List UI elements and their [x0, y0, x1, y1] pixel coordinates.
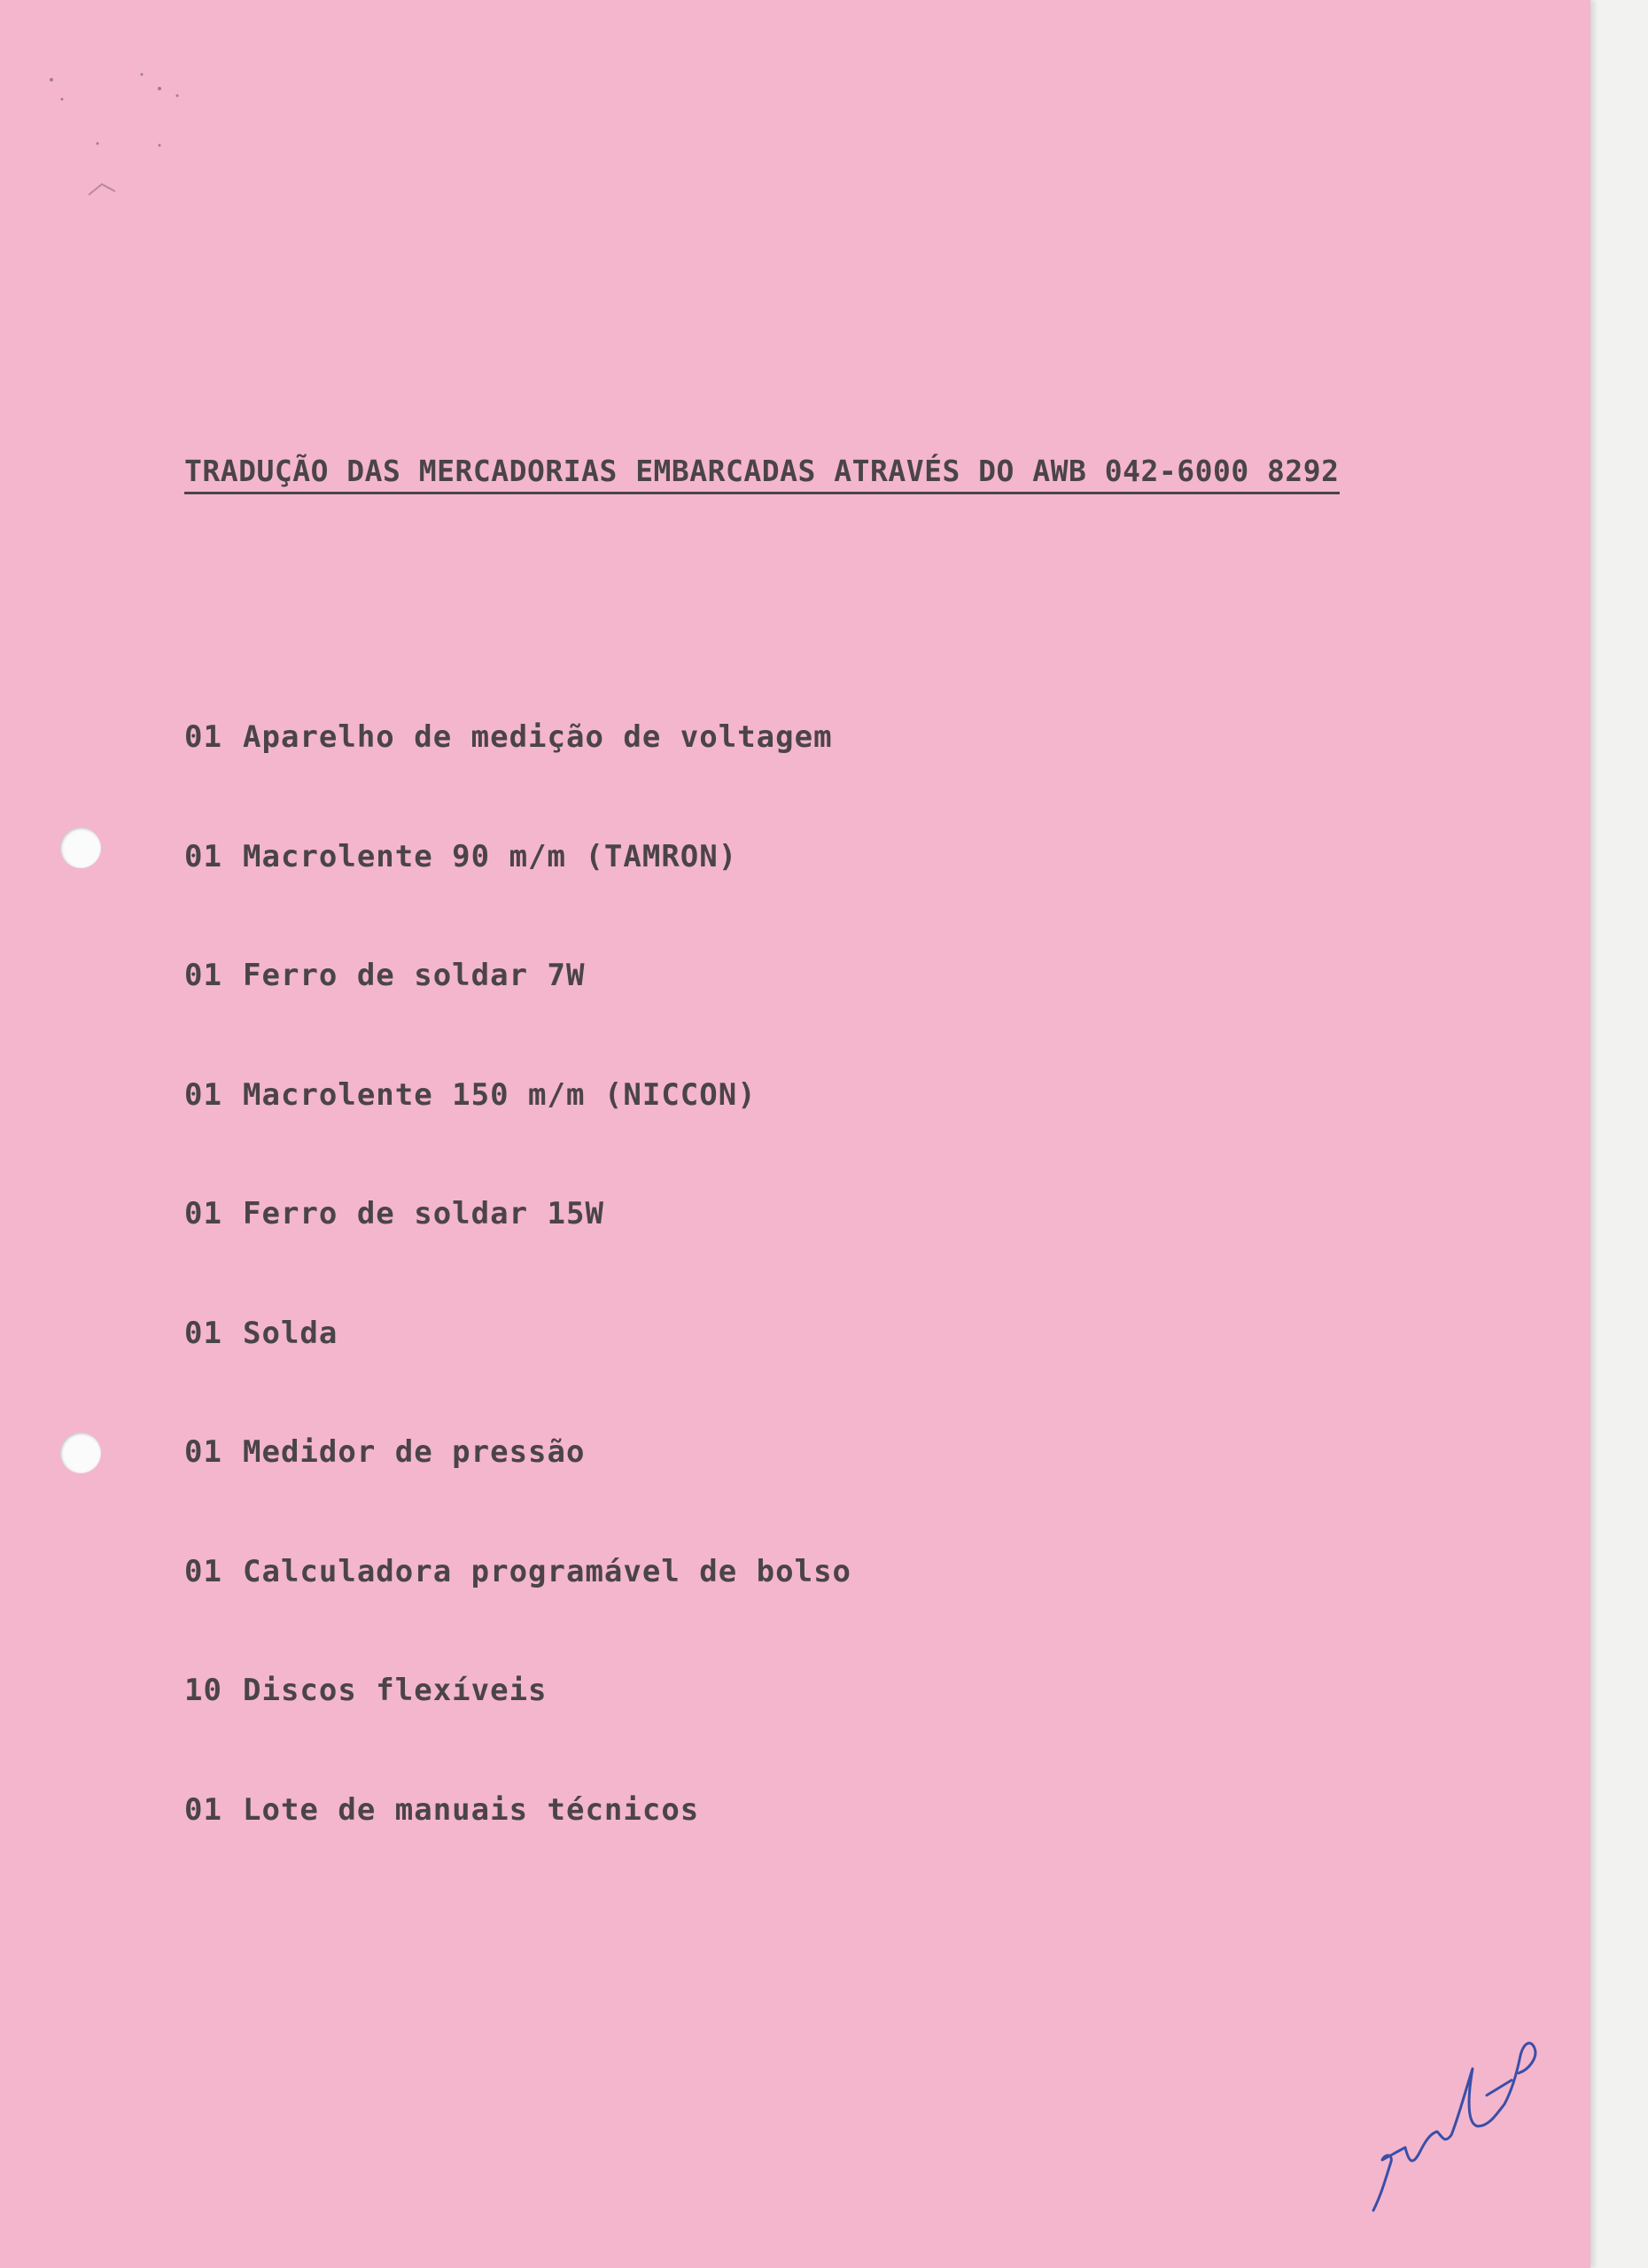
- goods-list: [184, 642, 851, 1905]
- list-item: [184, 833, 851, 882]
- list-item: [184, 951, 851, 1000]
- list-item: [184, 1428, 851, 1477]
- item-quantity: 01: [184, 1553, 222, 1589]
- item-description: Macrolente 90 m/m (TAMRON): [243, 838, 738, 874]
- item-quantity: 10: [184, 1673, 222, 1708]
- list-item: [184, 1309, 851, 1358]
- item-quantity: 01: [184, 1791, 222, 1828]
- item-description: Macrolente 150 m/m (NICCON): [243, 1076, 757, 1113]
- item-quantity: 01: [184, 838, 222, 874]
- item-description: Medidor de pressão: [243, 1434, 586, 1470]
- punch-hole: [60, 827, 101, 868]
- list-item: [184, 713, 851, 762]
- item-description: Ferro de soldar 7W: [243, 958, 586, 993]
- item-description: Aparelho de medição de voltagem: [243, 719, 833, 755]
- item-description: Ferro de soldar 15W: [243, 1196, 604, 1231]
- item-description: Calculadora programável de bolso: [243, 1553, 852, 1589]
- paper-specks: [35, 62, 195, 204]
- item-description: Discos flexíveis: [243, 1673, 548, 1708]
- item-quantity: 01: [184, 958, 222, 993]
- list-item: [184, 1666, 851, 1715]
- item-quantity: 01: [184, 1434, 222, 1470]
- item-quantity: 01: [184, 1315, 222, 1351]
- punch-hole: [60, 1433, 101, 1473]
- item-quantity: 01: [184, 719, 222, 755]
- list-item: [184, 1786, 851, 1835]
- item-quantity: 01: [184, 1196, 222, 1231]
- document-title: TRADUÇÃO DAS MERCADORIAS EMBARCADAS ATRAVÉS DO AWB 042-6000 8292: [184, 454, 1340, 494]
- list-item: [184, 1190, 851, 1239]
- item-quantity: 01: [184, 1076, 222, 1113]
- list-item: [184, 1548, 851, 1596]
- item-description: Solda: [243, 1315, 338, 1351]
- list-item: [184, 1071, 851, 1120]
- item-description: Lote de manuais técnicos: [243, 1791, 700, 1828]
- handwritten-signature: [1356, 1984, 1551, 2233]
